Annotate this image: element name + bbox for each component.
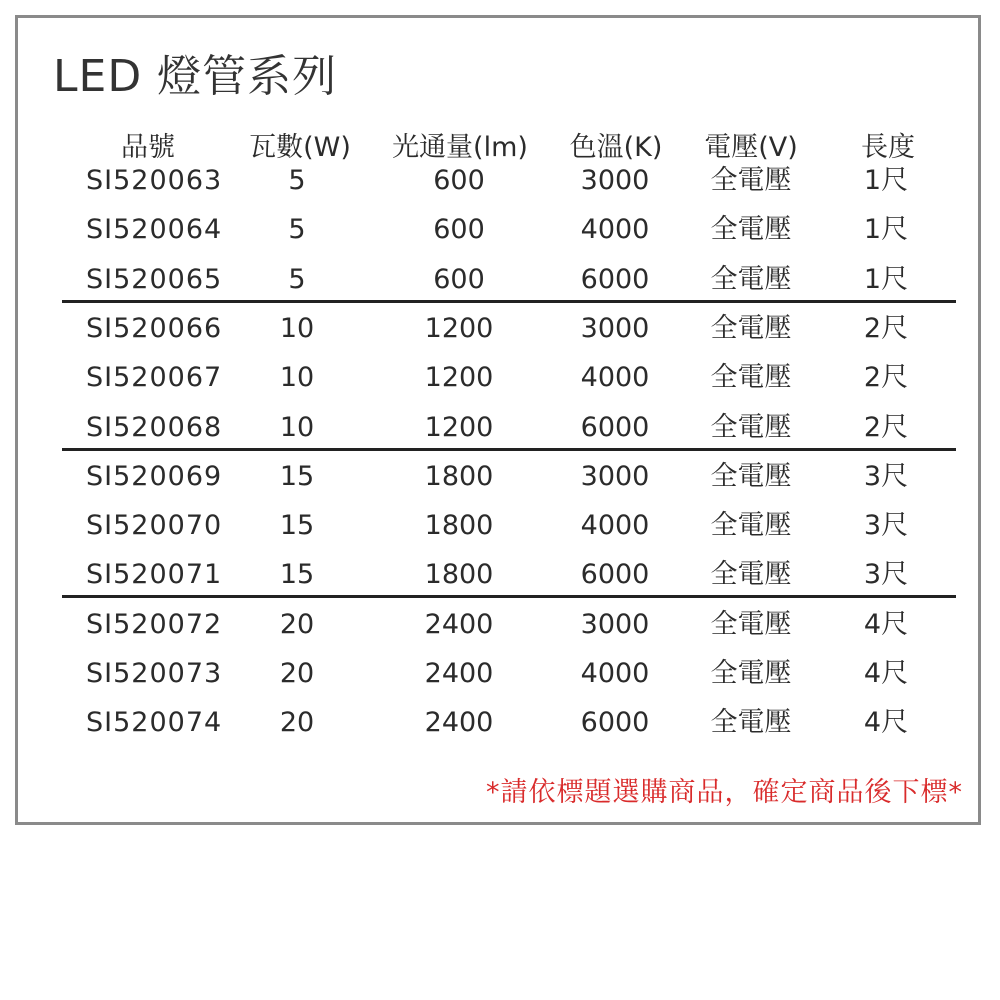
cell-part-no: SI520066 — [86, 312, 223, 344]
cell-color-temp: 6000 — [580, 411, 650, 443]
cell-wattage: 15 — [279, 559, 315, 591]
group-divider — [62, 300, 956, 303]
cell-lumen: 2400 — [424, 608, 494, 640]
cell-wattage: 15 — [279, 460, 315, 492]
cell-voltage: 全電壓 — [710, 165, 792, 196]
spec-card — [15, 15, 981, 825]
header-voltage: 電壓(V) — [704, 132, 798, 163]
cell-part-no: SI520071 — [86, 559, 223, 591]
header-lumen: 光通量(lm) — [392, 132, 528, 163]
cell-voltage: 全電壓 — [710, 559, 792, 591]
cell-lumen: 600 — [433, 263, 485, 295]
cell-color-temp: 3000 — [580, 460, 650, 492]
group-divider — [62, 595, 956, 598]
cell-color-temp: 4000 — [580, 658, 650, 689]
cell-length: 4尺 — [863, 658, 909, 689]
purchase-note: *請依標題選購商品，確定商品後下標* — [486, 777, 963, 808]
group-divider — [62, 448, 956, 451]
cell-wattage: 10 — [279, 362, 315, 394]
cell-color-temp: 3000 — [580, 165, 650, 196]
cell-wattage: 15 — [279, 510, 315, 542]
cell-lumen: 2400 — [424, 658, 494, 689]
cell-wattage: 5 — [288, 165, 306, 196]
cell-wattage: 5 — [288, 214, 306, 246]
cell-voltage: 全電壓 — [710, 362, 792, 394]
cell-wattage: 20 — [279, 707, 315, 739]
cell-part-no: SI520074 — [86, 707, 223, 739]
cell-lumen: 600 — [433, 165, 485, 196]
cell-voltage: 全電壓 — [710, 707, 792, 739]
cell-wattage: 10 — [279, 312, 315, 344]
cell-color-temp: 4000 — [580, 510, 650, 542]
cell-lumen: 1200 — [424, 362, 494, 394]
cell-color-temp: 3000 — [580, 608, 650, 640]
cell-length: 3尺 — [863, 460, 909, 492]
cell-length: 2尺 — [863, 362, 909, 394]
cell-lumen: 1200 — [424, 411, 494, 443]
cell-part-no: SI520065 — [86, 263, 223, 295]
cell-wattage: 20 — [279, 608, 315, 640]
cell-part-no: SI520069 — [86, 460, 223, 492]
cell-length: 2尺 — [863, 312, 909, 344]
cell-color-temp: 6000 — [580, 263, 650, 295]
cell-voltage: 全電壓 — [710, 312, 792, 344]
cell-length: 1尺 — [863, 165, 909, 196]
cell-length: 2尺 — [863, 411, 909, 443]
cell-voltage: 全電壓 — [710, 460, 792, 492]
header-part-no: 品號 — [121, 132, 175, 163]
header-length: 長度 — [861, 132, 915, 163]
cell-length: 1尺 — [863, 263, 909, 295]
cell-part-no: SI520073 — [86, 658, 223, 689]
cell-color-temp: 4000 — [580, 362, 650, 394]
cell-lumen: 2400 — [424, 707, 494, 739]
cell-color-temp: 3000 — [580, 312, 650, 344]
cell-voltage: 全電壓 — [710, 608, 792, 640]
cell-lumen: 1200 — [424, 312, 494, 344]
cell-part-no: SI520063 — [86, 165, 223, 196]
cell-color-temp: 6000 — [580, 707, 650, 739]
cell-length: 1尺 — [863, 214, 909, 246]
cell-length: 4尺 — [863, 608, 909, 640]
cell-color-temp: 6000 — [580, 559, 650, 591]
cell-wattage: 5 — [288, 263, 306, 295]
cell-part-no: SI520064 — [86, 214, 223, 246]
cell-voltage: 全電壓 — [710, 658, 792, 689]
cell-voltage: 全電壓 — [710, 510, 792, 542]
cell-voltage: 全電壓 — [710, 263, 792, 295]
cell-wattage: 20 — [279, 658, 315, 689]
page-title: LED 燈管系列 — [53, 51, 338, 102]
cell-lumen: 1800 — [424, 510, 494, 542]
cell-voltage: 全電壓 — [710, 214, 792, 246]
cell-length: 3尺 — [863, 559, 909, 591]
cell-length: 4尺 — [863, 707, 909, 739]
cell-length: 3尺 — [863, 510, 909, 542]
cell-part-no: SI520067 — [86, 362, 223, 394]
cell-part-no: SI520072 — [86, 608, 223, 640]
cell-wattage: 10 — [279, 411, 315, 443]
cell-lumen: 1800 — [424, 559, 494, 591]
cell-color-temp: 4000 — [580, 214, 650, 246]
header-wattage: 瓦數(W) — [249, 132, 351, 163]
cell-part-no: SI520070 — [86, 510, 223, 542]
cell-part-no: SI520068 — [86, 411, 223, 443]
cell-lumen: 1800 — [424, 460, 494, 492]
cell-lumen: 600 — [433, 214, 485, 246]
header-color-temp: 色溫(K) — [569, 132, 663, 163]
cell-voltage: 全電壓 — [710, 411, 792, 443]
